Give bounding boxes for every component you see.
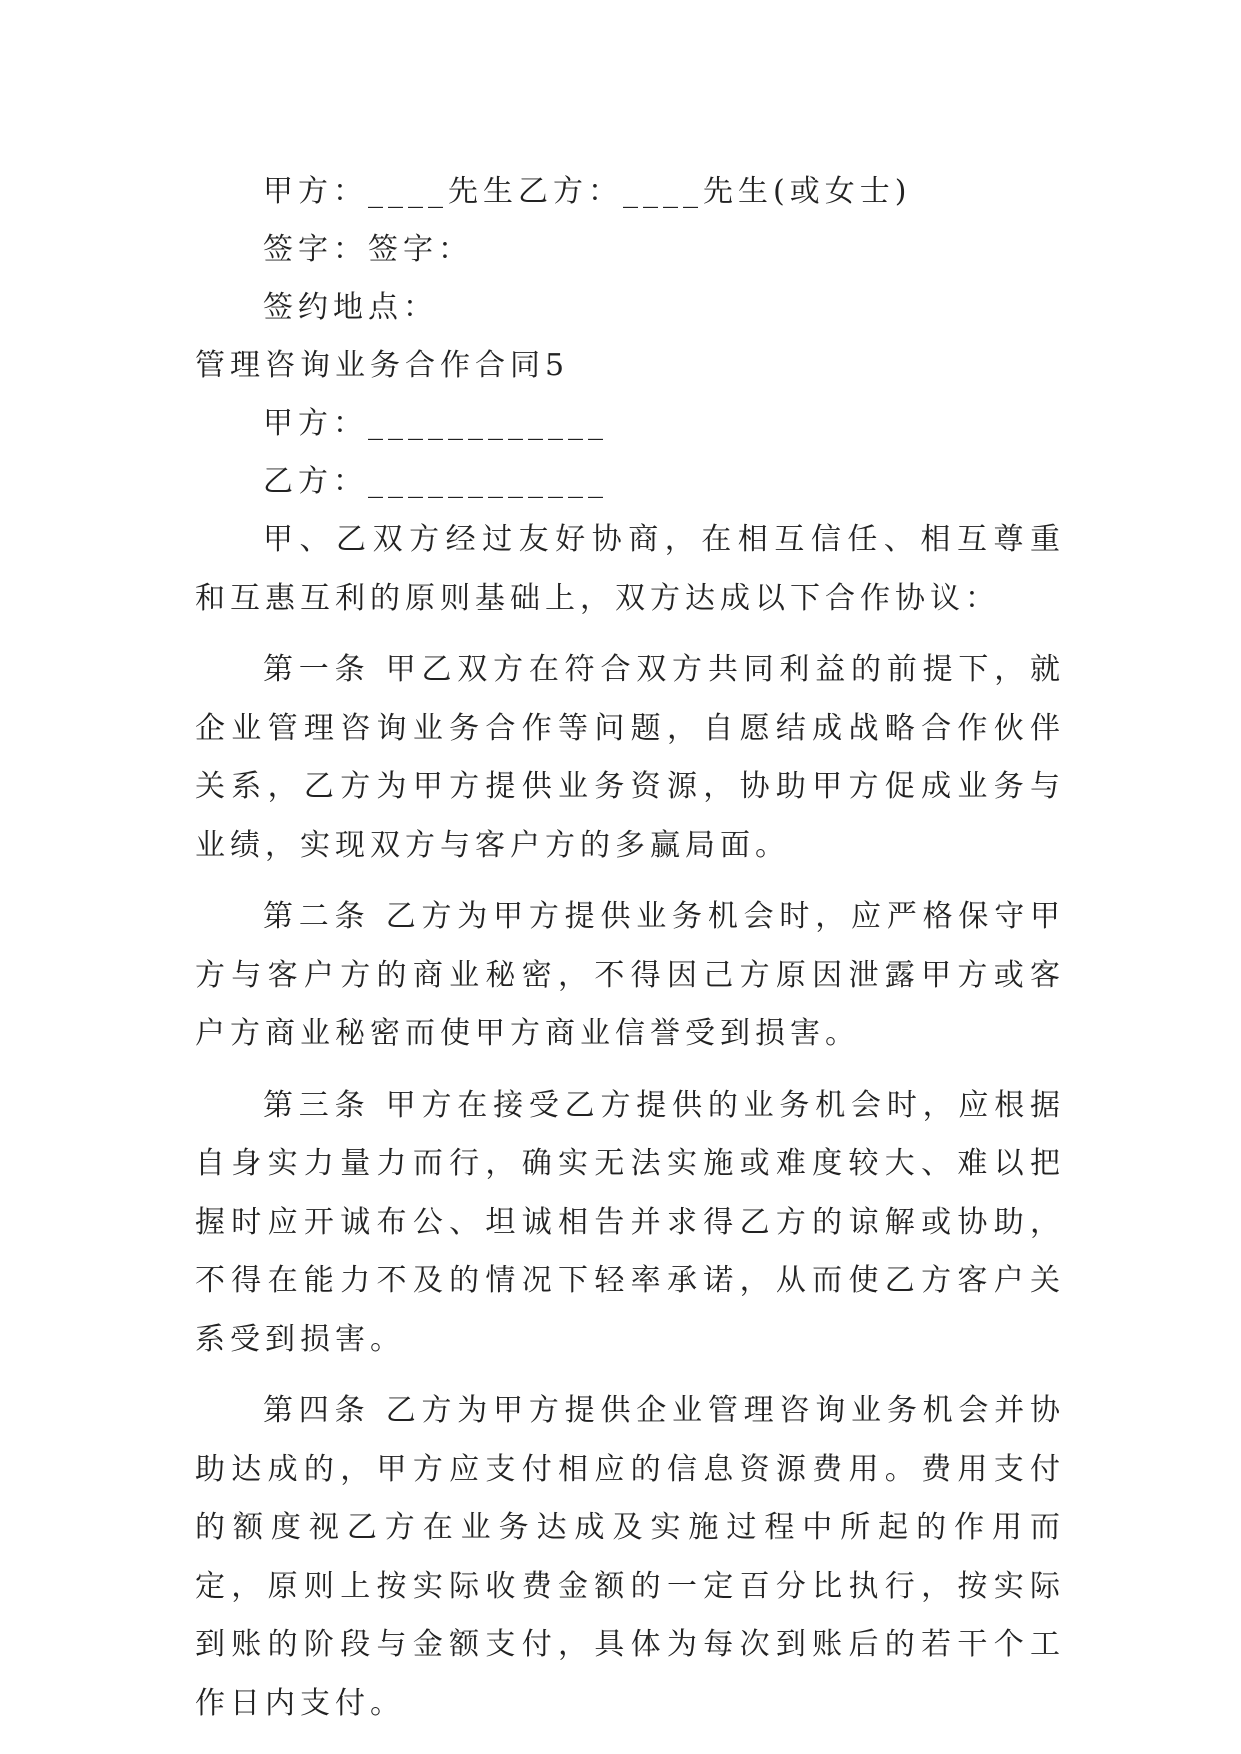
signature-parties-line: 甲方：____先生乙方：____先生(或女士) (263, 174, 912, 209)
contract-title: 管理咨询业务合作合同5 (195, 348, 570, 383)
signature-sign-line: 签字：签字： (263, 232, 473, 267)
paragraph-article-1: 第一条 甲乙双方在符合双方共同利益的前提下，就企业管理咨询业务合作等问题，自愿结成战略合作伙伴关系，乙方为甲方提供业务资源，协助甲方促成业务与业绩，实现双方与客户方的多赢局面。 (195, 652, 1065, 863)
party-b-line: 乙方：____________ (263, 464, 608, 499)
document-body (195, 163, 1065, 1733)
signature-place-line: 签约地点： (263, 290, 438, 325)
paragraph-article-2: 第二条 乙方为甲方提供业务机会时，应严格保守甲方与客户方的商业秘密，不得因己方原因泄露甲方或客户方商业秘密而使甲方商业信誉受到损害。 (195, 899, 1065, 1051)
paragraph-article-4: 第四条 乙方为甲方提供企业管理咨询业务机会并协助达成的，甲方应支付相应的信息资源费用。费用支付的额度视乙方在业务达成及实施过程中所起的作用而定，原则上按实际收费金额的一定百分比执行，按实际到账的阶段与金额支付，具体为每次到账后的若干个工作日内支付。 (195, 1393, 1065, 1721)
paragraph-intro: 甲、乙双方经过友好协商，在相互信任、相互尊重和互惠互利的原则基础上，双方达成以下合作协议： (195, 522, 1065, 616)
paragraph-article-3: 第三条 甲方在接受乙方提供的业务机会时，应根据自身实力量力而行，确实无法实施或难度较大、难以把握时应开诚布公、坦诚相告并求得乙方的谅解或协助，不得在能力不及的情况下轻率承诺，从而使乙方客户关系受到损害。 (195, 1087, 1065, 1357)
party-a-line: 甲方：____________ (263, 406, 608, 441)
